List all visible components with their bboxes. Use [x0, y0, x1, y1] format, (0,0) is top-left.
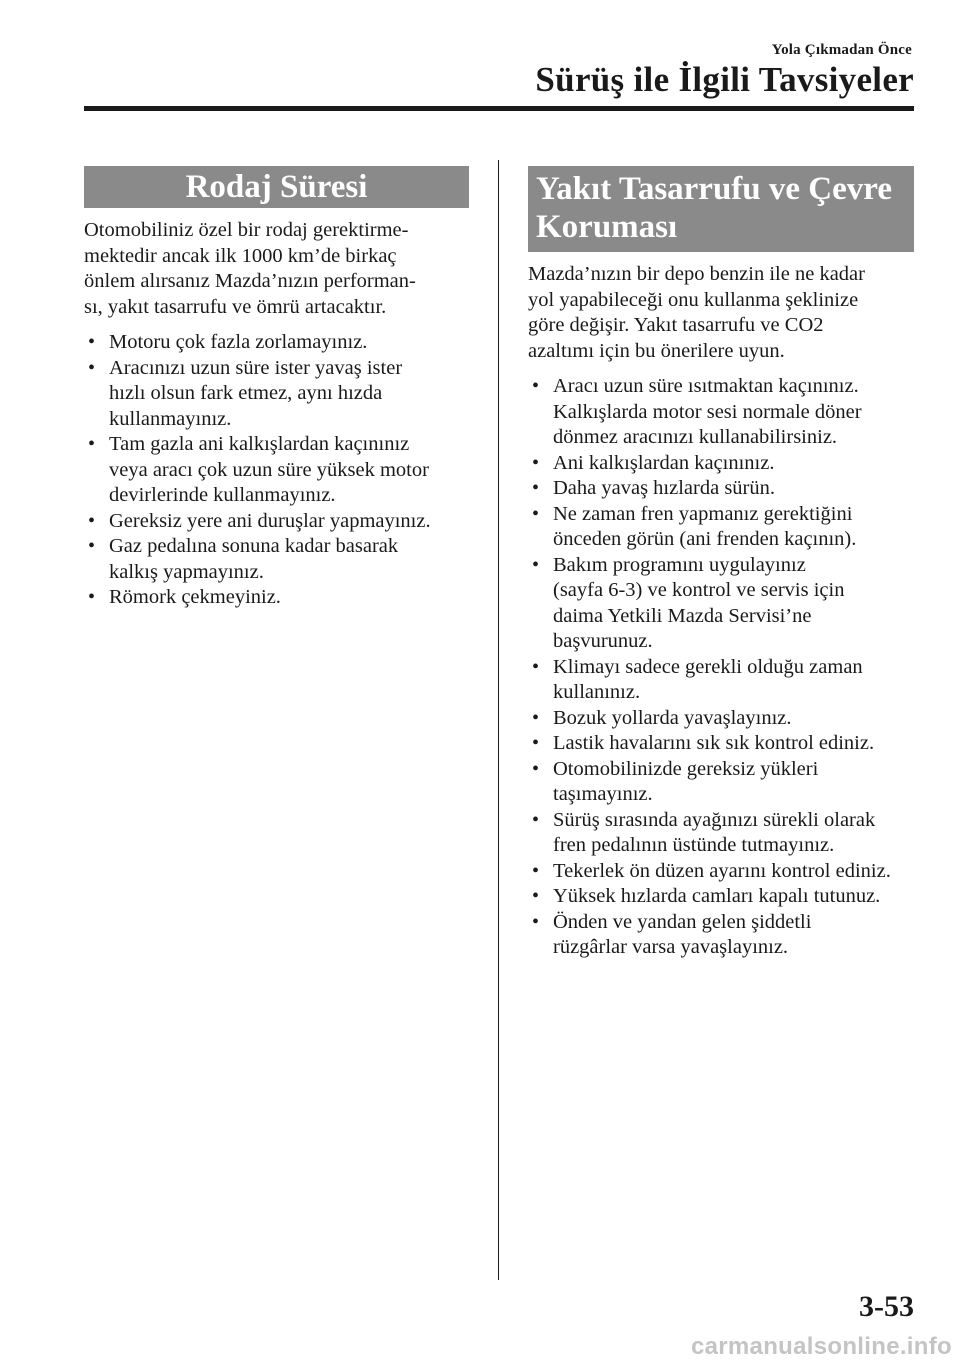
section-heading-yakit: Yakıt Tasarrufu ve Çevre Koruması: [528, 166, 914, 252]
left-column: [84, 166, 469, 611]
list-item: • Motoru çok fazla zorlamayınız.: [84, 330, 469, 356]
header-rule: [84, 106, 914, 111]
page-title: Sürüş ile İlgili Tavsiyeler: [535, 60, 914, 99]
bullet-list-yakit: [528, 374, 914, 961]
list-item: • Bozuk yollarda yavaşlayınız.: [528, 706, 914, 732]
list-item: • Gaz pedalına sonuna kadar basarak kalkış yapmayınız.: [84, 534, 469, 585]
list-item: • Bakım programını uygulayınız (sayfa 6-3) ve kontrol ve servis için daima Yetkili Mazda Servisi’ne başvurunuz.: [528, 553, 914, 655]
list-item: • Gereksiz yere ani duruşlar yapmayınız.: [84, 509, 469, 535]
header-subtitle: Yola Çıkmadan Önce: [771, 42, 912, 58]
list-item: • Otomobilinizde gereksiz yükleri taşımayınız.: [528, 757, 914, 808]
page-number: 3-53: [859, 1290, 914, 1323]
bullet-list-rodaj: [84, 330, 469, 611]
section-heading-rodaj: Rodaj Süresi: [84, 166, 469, 208]
list-item: • Klimayı sadece gerekli olduğu zaman kullanınız.: [528, 655, 914, 706]
watermark: carmanualsonline.info: [690, 1333, 952, 1360]
list-item: • Tam gazla ani kalkışlardan kaçınınız veya aracı çok uzun süre yüksek motor devirlerinde kullanmayınız.: [84, 432, 469, 509]
right-column: [528, 166, 914, 961]
list-item: • Römork çekmeyiniz.: [84, 585, 469, 611]
column-divider: [498, 160, 499, 1280]
list-item: • Daha yavaş hızlarda sürün.: [528, 476, 914, 502]
list-item: • Yüksek hızlarda camları kapalı tutunuz.: [528, 884, 914, 910]
list-item: • Ne zaman fren yapmanız gerektiğini önceden görün (ani frenden kaçının).: [528, 502, 914, 553]
list-item: • Önden ve yandan gelen şiddetli rüzgârlar varsa yavaşlayınız.: [528, 910, 914, 961]
list-item: • Tekerlek ön düzen ayarını kontrol ediniz.: [528, 859, 914, 885]
list-item: • Sürüş sırasında ayağınızı sürekli olarak fren pedalının üstünde tutmayınız.: [528, 808, 914, 859]
list-item: • Aracı uzun süre ısıtmaktan kaçınınız. Kalkışlarda motor sesi normale döner dönmez aracınızı kullanabilirsiniz.: [528, 374, 914, 451]
list-item: • Lastik havalarını sık sık kontrol ediniz.: [528, 731, 914, 757]
section-intro-yakit: Mazda’nızın bir depo benzin ile ne kadar yol yapabileceği onu kullanma şeklinize göre değişir. Yakıt tasarrufu ve CO2 azaltımı için bu önerilere uyun.: [528, 263, 865, 362]
list-item: • Ani kalkışlardan kaçınınız.: [528, 451, 914, 477]
list-item: • Aracınızı uzun süre ister yavaş ister hızlı olsun fark etmez, aynı hızda kullanmayınız.: [84, 356, 469, 433]
section-intro-rodaj: Otomobiliniz özel bir rodaj gerektirme- mektedir ancak ilk 1000 km’de birkaç önlem alırsanız Mazda’nızın performan- sı, yakıt tasarrufu ve ömrü artacaktır.: [84, 219, 416, 318]
